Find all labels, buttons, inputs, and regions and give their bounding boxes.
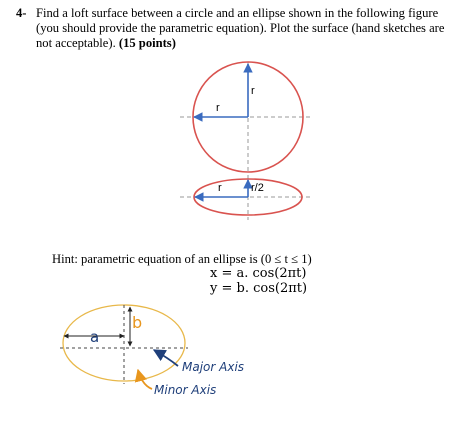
major-axis-label: Major Axis [182, 360, 245, 374]
semi-minor-label: b [132, 313, 143, 332]
equation-y: y = b. cos(2πt) [210, 281, 308, 296]
problem-points: (15 points) [118, 36, 176, 50]
circle-figure [180, 62, 312, 172]
problem-number: 4- [16, 6, 27, 20]
equation-x: x = a. cos(2πt) [210, 266, 307, 281]
ellipse-figure [180, 175, 312, 220]
minor-axis-label: Minor Axis [154, 383, 217, 397]
major-axis-pointer [154, 350, 178, 366]
circle-radius-label: r [216, 102, 220, 114]
circle-vertical-label: r [251, 85, 255, 97]
semi-major-label: a [90, 328, 100, 346]
problem-text: Find a loft surface between a circle and an ellipse shown in the following figure (you should provide the parametric equation). Plot the surface (hand sketches are not acceptable). [36, 6, 445, 50]
hint-text: Hint: parametric equation of an ellipse is (0 ≤ t ≤ 1) [52, 252, 312, 266]
axes-figure [60, 305, 244, 397]
ellipse-radius-label: r [218, 182, 222, 194]
ellipse-half-label: r/2 [251, 182, 264, 194]
